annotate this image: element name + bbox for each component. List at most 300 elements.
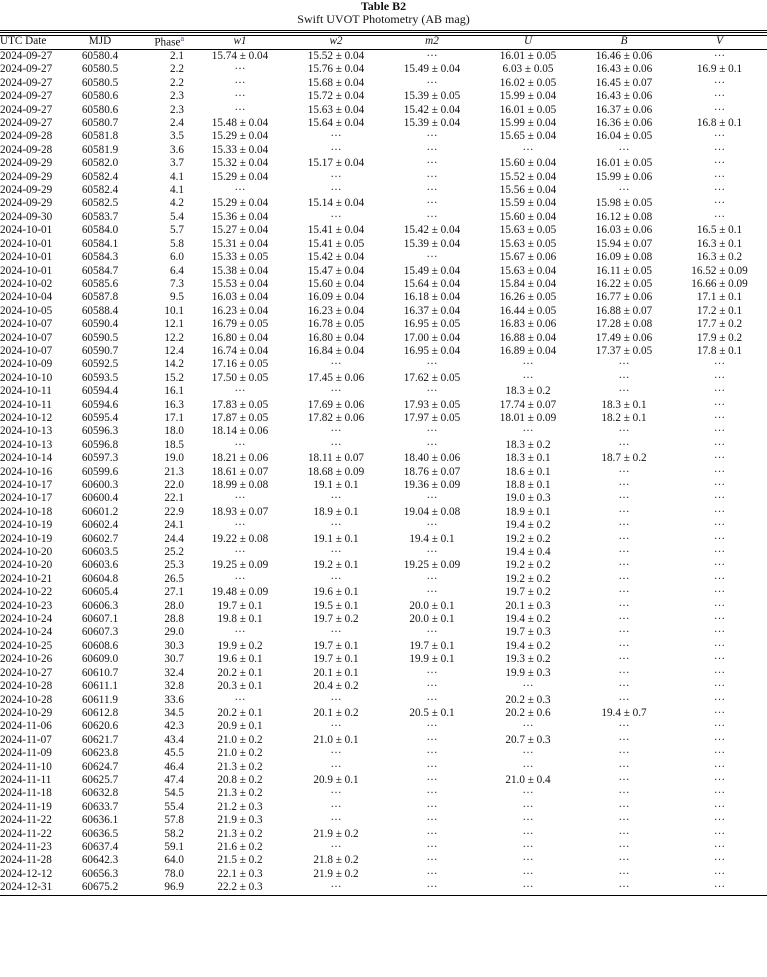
cell-mjd: 60582.4: [81, 184, 119, 197]
cell-mjd: 60582.0: [81, 157, 119, 170]
cell-v: ···: [713, 854, 726, 867]
cell-utc-date: 2024-10-24: [0, 613, 53, 626]
cell-u: 18.3 ± 0.2: [505, 385, 551, 398]
phase-footnote-marker[interactable]: a: [180, 33, 184, 43]
table-subtitle: Swift UVOT Photometry (AB mag): [297, 12, 470, 26]
cell-v: ···: [713, 733, 726, 746]
cell-w1: 16.79 ± 0.05: [211, 318, 269, 331]
cell-w2: 16.78 ± 0.05: [307, 318, 365, 331]
cell-b: 16.36 ± 0.06: [595, 117, 653, 130]
cell-mjd: 60611.1: [82, 680, 118, 693]
cell-u: 19.2 ± 0.2: [505, 559, 551, 572]
cell-m2: 15.39 ± 0.04: [403, 117, 461, 130]
cell-u: ···: [522, 800, 534, 813]
cell-b: ···: [618, 854, 630, 867]
table-row: [0, 305, 767, 318]
cell-w2: 15.63 ± 0.04: [307, 103, 365, 116]
cell-v: ···: [713, 438, 726, 451]
cell-w1: ···: [234, 572, 246, 585]
cell-w1: 15.27 ± 0.04: [211, 224, 269, 237]
cell-w2: ···: [330, 693, 342, 706]
cell-utc-date: 2024-09-30: [0, 210, 53, 223]
cell-mjd: 60580.6: [81, 90, 119, 103]
cell-mjd: 60656.3: [81, 867, 119, 880]
cell-b: ···: [618, 720, 630, 733]
col-header-utc-date: UTC Date: [0, 32, 70, 50]
cell-phase: 10.1: [164, 304, 184, 317]
cell-b: ···: [618, 586, 630, 599]
cell-m2: 17.97 ± 0.05: [403, 411, 461, 424]
cell-b: ···: [618, 680, 630, 693]
cell-v: ···: [713, 760, 726, 773]
cell-b: ···: [618, 840, 630, 853]
cell-utc-date: 2024-09-27: [0, 76, 53, 89]
cell-phase: 22.9: [164, 505, 184, 518]
cell-m2: ···: [426, 586, 438, 599]
cell-b: 19.4 ± 0.7: [601, 706, 647, 719]
cell-w2: 15.76 ± 0.04: [307, 63, 365, 76]
cell-u: ···: [522, 867, 534, 880]
cell-u: 19.3 ± 0.2: [505, 653, 551, 666]
table-row: [0, 332, 767, 345]
cell-u: 19.2 ± 0.2: [505, 572, 551, 585]
cell-w1: 19.6 ± 0.1: [217, 653, 263, 666]
cell-phase: 4.1: [170, 184, 184, 197]
cell-m2: ···: [426, 787, 438, 800]
cell-mjd: 60581.8: [81, 130, 119, 143]
cell-phase: 54.5: [164, 787, 184, 800]
cell-mjd: 60621.7: [81, 733, 119, 746]
cell-phase: 29.0: [164, 626, 184, 639]
cell-u: 15.99 ± 0.04: [499, 117, 557, 130]
cell-w1: 21.0 ± 0.2: [217, 747, 263, 760]
cell-m2: ···: [426, 358, 438, 371]
cell-utc-date: 2024-10-21: [0, 572, 53, 585]
cell-utc-date: 2024-09-27: [0, 63, 53, 76]
cell-u: 15.60 ± 0.04: [499, 157, 557, 170]
cell-mjd: 60583.7: [81, 210, 119, 223]
cell-mjd: 60607.3: [81, 626, 119, 639]
cell-phase: 32.8: [164, 680, 184, 693]
cell-v: ···: [713, 358, 726, 371]
table-row: [0, 171, 767, 184]
cell-w2: 21.0 ± 0.1: [313, 733, 359, 746]
cell-phase: 18.5: [164, 438, 184, 451]
cell-m2: 15.39 ± 0.05: [403, 90, 461, 103]
col-header-u: U: [480, 32, 576, 50]
cell-utc-date: 2024-10-19: [0, 532, 53, 545]
cell-m2: 15.64 ± 0.04: [403, 277, 461, 290]
cell-phase: 2.1: [170, 50, 184, 62]
cell-m2: ···: [426, 733, 438, 746]
cell-u: 18.3 ± 0.2: [505, 438, 551, 451]
cell-w2: ···: [330, 438, 342, 451]
cell-v: 17.1 ± 0.1: [696, 291, 743, 304]
cell-u: 16.01 ± 0.05: [499, 50, 557, 62]
table-row: [0, 117, 767, 130]
cell-utc-date: 2024-10-23: [0, 599, 53, 612]
cell-mjd: 60636.1: [81, 814, 119, 827]
cell-m2: ···: [426, 50, 438, 62]
cell-w2: ···: [330, 492, 342, 505]
cell-u: 19.4 ± 0.2: [505, 519, 551, 532]
cell-utc-date: 2024-10-18: [0, 505, 53, 518]
table-row: [0, 63, 767, 76]
cell-phase: 3.5: [170, 130, 184, 143]
cell-m2: ···: [426, 572, 438, 585]
cell-b: ···: [618, 479, 630, 491]
cell-b: ···: [618, 559, 630, 572]
cell-w2: ···: [330, 130, 342, 143]
cell-utc-date: 2024-10-28: [0, 680, 53, 693]
cell-v: ···: [713, 706, 726, 719]
cell-v: ···: [713, 814, 726, 827]
cell-w1: 21.3 ± 0.2: [217, 760, 263, 773]
cell-m2: ···: [426, 184, 438, 197]
table-row: [0, 868, 767, 881]
cell-phase: 55.4: [164, 800, 184, 813]
cell-m2: 15.49 ± 0.04: [403, 264, 461, 277]
cell-v: 16.66 ± 0.09: [691, 277, 748, 290]
cell-w2: 15.41 ± 0.05: [307, 237, 365, 250]
cell-w2: 16.23 ± 0.04: [307, 304, 365, 317]
table-row: [0, 318, 767, 331]
cell-phase: 28.8: [164, 613, 184, 626]
cell-utc-date: 2024-11-22: [0, 827, 52, 840]
cell-v: ···: [713, 666, 726, 679]
cell-u: 19.7 ± 0.3: [505, 626, 551, 639]
col-header-w2: w2: [288, 32, 384, 50]
table-row: [0, 707, 767, 720]
cell-u: ···: [522, 840, 534, 853]
cell-phase: 32.4: [164, 666, 184, 679]
cell-mjd: 60609.0: [81, 653, 119, 666]
cell-utc-date: 2024-10-11: [0, 385, 52, 398]
cell-w1: 20.3 ± 0.1: [217, 680, 263, 693]
cell-m2: 16.18 ± 0.04: [403, 291, 461, 304]
cell-b: ···: [618, 184, 630, 197]
table-row: [0, 479, 767, 492]
cell-u: 17.74 ± 0.07: [499, 398, 557, 411]
cell-utc-date: 2024-09-27: [0, 90, 53, 103]
table-row: [0, 184, 767, 197]
cell-mjd: 60580.7: [81, 117, 119, 130]
cell-utc-date: 2024-10-13: [0, 425, 53, 438]
cell-phase: 6.4: [170, 264, 184, 277]
cell-b: 16.77 ± 0.06: [595, 291, 653, 304]
cell-w2: 15.72 ± 0.04: [307, 90, 365, 103]
cell-mjd: 60580.5: [81, 76, 119, 89]
cell-w2: 18.68 ± 0.09: [307, 465, 365, 478]
cell-v: 16.52 ± 0.09: [691, 264, 748, 277]
cell-w1: 19.7 ± 0.1: [217, 599, 263, 612]
cell-utc-date: 2024-11-07: [0, 733, 52, 746]
cell-utc-date: 2024-10-17: [0, 492, 53, 505]
cell-phase: 15.2: [164, 371, 184, 384]
cell-b: 16.37 ± 0.06: [595, 103, 653, 116]
cell-mjd: 60595.4: [81, 411, 119, 424]
cell-v: 16.3 ± 0.2: [696, 251, 743, 264]
cell-m2: 18.40 ± 0.06: [403, 452, 461, 465]
cell-w1: 15.32 ± 0.04: [211, 157, 269, 170]
cell-v: ···: [713, 693, 726, 706]
cell-m2: ···: [426, 385, 438, 398]
cell-v: ···: [713, 157, 726, 170]
cell-m2: ···: [426, 76, 438, 89]
cell-w2: ···: [330, 210, 342, 223]
cell-utc-date: 2024-10-19: [0, 519, 53, 532]
table-row: [0, 680, 767, 693]
cell-u: ···: [522, 787, 534, 800]
cell-u: 16.44 ± 0.05: [499, 304, 557, 317]
table-row: [0, 626, 767, 639]
cell-phase: 12.1: [164, 318, 184, 331]
table-row: [0, 224, 767, 237]
cell-utc-date: 2024-11-09: [0, 747, 52, 760]
table-row: [0, 600, 767, 613]
cell-b: ···: [618, 425, 630, 438]
cell-v: ···: [713, 519, 726, 532]
cell-w2: 19.7 ± 0.1: [313, 653, 359, 666]
cell-mjd: 60592.5: [81, 358, 119, 371]
cell-b: 15.99 ± 0.06: [595, 170, 653, 183]
cell-mjd: 60588.4: [81, 304, 119, 317]
cell-utc-date: 2024-11-06: [0, 720, 52, 733]
table-row: [0, 452, 767, 465]
cell-w2: 15.47 ± 0.04: [307, 264, 365, 277]
cell-u: ···: [480, 881, 576, 895]
col-header-m2: m2: [384, 32, 480, 50]
cell-b: 16.04 ± 0.05: [595, 130, 653, 143]
cell-mjd: 60582.4: [81, 170, 119, 183]
cell-phase: 96.9: [130, 881, 192, 895]
cell-mjd: 60584.0: [81, 224, 119, 237]
cell-m2: 19.36 ± 0.09: [403, 479, 461, 491]
cell-u: 16.89 ± 0.04: [499, 344, 557, 357]
cell-phase: 9.5: [170, 291, 184, 304]
cell-utc-date: 2024-12-12: [0, 867, 53, 880]
cell-u: ···: [522, 358, 534, 371]
cell-utc-date: 2024-10-13: [0, 438, 53, 451]
cell-mjd: 60601.2: [81, 505, 119, 518]
cell-w1: 18.99 ± 0.08: [211, 479, 269, 491]
cell-utc-date: 2024-10-26: [0, 653, 53, 666]
col-header-v: V: [672, 32, 767, 50]
cell-mjd: 60602.4: [81, 519, 119, 532]
cell-utc-date: 2024-09-29: [0, 157, 53, 170]
cell-mjd: 60581.9: [81, 143, 119, 156]
cell-u: 18.8 ± 0.1: [505, 479, 551, 491]
cell-w1: 18.21 ± 0.06: [211, 452, 269, 465]
cell-w1: 16.74 ± 0.04: [211, 344, 269, 357]
cell-w1: 19.25 ± 0.09: [211, 559, 269, 572]
cell-b: ···: [618, 666, 630, 679]
cell-w2: 19.7 ± 0.2: [313, 613, 359, 626]
cell-b: ···: [618, 653, 630, 666]
cell-m2: ···: [426, 197, 438, 210]
cell-phase: 12.4: [164, 344, 184, 357]
cell-m2: ···: [426, 800, 438, 813]
cell-w1: ···: [234, 626, 246, 639]
cell-m2: 20.0 ± 0.1: [409, 599, 455, 612]
cell-phase: 59.1: [164, 840, 184, 853]
cell-mjd: 60610.7: [81, 666, 119, 679]
table-row: [0, 157, 767, 170]
cell-utc-date: 2024-10-09: [0, 358, 53, 371]
cell-w2: ···: [330, 170, 342, 183]
cell-m2: 17.93 ± 0.05: [403, 398, 461, 411]
photometry-table: [0, 30, 767, 896]
cell-phase: 18.0: [164, 425, 184, 438]
cell-b: ···: [618, 492, 630, 505]
cell-u: 18.9 ± 0.1: [505, 505, 551, 518]
cell-m2: ···: [426, 840, 438, 853]
cell-phase: 2.3: [170, 103, 184, 116]
cell-w1: ···: [234, 546, 246, 559]
cell-phase: 17.1: [164, 411, 184, 424]
cell-v: ···: [713, 532, 726, 545]
cell-u: 20.1 ± 0.3: [505, 599, 551, 612]
cell-b: 16.45 ± 0.07: [595, 76, 653, 89]
cell-mjd: 60600.3: [81, 479, 119, 491]
cell-phase: 27.1: [164, 586, 184, 599]
cell-phase: 24.4: [164, 532, 184, 545]
cell-w1: ···: [234, 103, 246, 116]
table-row: [0, 492, 767, 505]
cell-v: 16.5 ± 0.1: [696, 224, 743, 237]
cell-mjd: 60582.5: [81, 197, 119, 210]
cell-utc-date: 2024-09-28: [0, 130, 53, 143]
cell-m2: ···: [426, 854, 438, 867]
cell-u: 19.9 ± 0.3: [505, 666, 551, 679]
table-row: [0, 828, 767, 841]
cell-utc-date: 2024-10-01: [0, 251, 53, 264]
cell-mjd: 60675.2: [70, 881, 130, 895]
cell-phase: 78.0: [164, 867, 184, 880]
cell-v: ···: [713, 398, 726, 411]
cell-b: ···: [618, 371, 630, 384]
cell-w2: ···: [330, 184, 342, 197]
cell-v: 17.7 ± 0.2: [696, 318, 743, 331]
cell-w2: ···: [330, 358, 342, 371]
table-row: [0, 774, 767, 787]
cell-m2: ···: [384, 881, 480, 895]
cell-w1: 20.8 ± 0.2: [217, 773, 263, 786]
cell-w2: 19.1 ± 0.1: [313, 479, 359, 491]
cell-u: ···: [522, 371, 534, 384]
cell-w1: 17.87 ± 0.05: [211, 411, 269, 424]
cell-b: ···: [576, 881, 672, 895]
table-row: [0, 801, 767, 814]
cell-w1: 15.29 ± 0.04: [211, 170, 269, 183]
cell-phase: 2.2: [170, 63, 184, 76]
col-header-b: B: [576, 32, 672, 50]
table-row: [0, 278, 767, 291]
cell-u: 15.84 ± 0.04: [499, 277, 557, 290]
cell-w1: 15.48 ± 0.04: [211, 117, 269, 130]
cell-phase: 45.5: [164, 747, 184, 760]
col-header-mjd: MJD: [70, 32, 130, 50]
cell-u: ···: [522, 814, 534, 827]
cell-m2: 16.37 ± 0.04: [403, 304, 461, 317]
cell-b: 16.46 ± 0.06: [595, 50, 653, 62]
cell-m2: 19.04 ± 0.08: [403, 505, 461, 518]
cell-w1: 21.9 ± 0.3: [217, 814, 263, 827]
cell-phase: 57.8: [164, 814, 184, 827]
cell-w1: 16.23 ± 0.04: [211, 304, 269, 317]
cell-utc-date: 2024-10-25: [0, 639, 53, 652]
cell-utc-date: 2024-11-28: [0, 854, 52, 867]
cell-w1: 17.50 ± 0.05: [211, 371, 269, 384]
cell-v: ···: [713, 505, 726, 518]
cell-phase: 6.0: [170, 251, 184, 264]
cell-v: 16.9 ± 0.1: [696, 63, 743, 76]
cell-u: 6.03 ± 0.05: [502, 63, 554, 76]
cell-v: ···: [713, 599, 726, 612]
col-header-phase: [130, 32, 192, 50]
cell-u: 16.83 ± 0.06: [499, 318, 557, 331]
cell-utc-date: 2024-11-22: [0, 814, 52, 827]
cell-m2: 19.7 ± 0.1: [409, 639, 455, 652]
cell-utc-date: 2024-11-18: [0, 787, 52, 800]
cell-phase: 28.0: [164, 599, 184, 612]
cell-u: 15.99 ± 0.04: [499, 90, 557, 103]
cell-mjd: 60642.3: [81, 854, 119, 867]
cell-w2: ···: [330, 572, 342, 585]
table-row: [0, 238, 767, 251]
cell-v: ···: [713, 184, 726, 197]
cell-w2: 20.4 ± 0.2: [313, 680, 359, 693]
cell-m2: 18.76 ± 0.07: [403, 465, 461, 478]
cell-utc-date: 2024-10-04: [0, 291, 53, 304]
cell-b: ···: [618, 773, 630, 786]
cell-b: ···: [618, 800, 630, 813]
cell-w2: ···: [330, 519, 342, 532]
cell-m2: ···: [426, 546, 438, 559]
cell-b: 16.22 ± 0.05: [595, 277, 653, 290]
cell-b: ···: [618, 827, 630, 840]
cell-mjd: 60587.8: [81, 291, 119, 304]
cell-u: ···: [522, 747, 534, 760]
cell-m2: ···: [426, 626, 438, 639]
cell-mjd: 60602.7: [81, 532, 119, 545]
cell-v: ···: [713, 867, 726, 880]
cell-v: ···: [713, 197, 726, 210]
cell-mjd: 60584.7: [81, 264, 119, 277]
cell-w2: 17.45 ± 0.06: [307, 371, 365, 384]
table-row: [0, 439, 767, 452]
cell-w1: 16.03 ± 0.04: [211, 291, 269, 304]
cell-w1: 21.6 ± 0.2: [217, 840, 263, 853]
table-row: [0, 77, 767, 90]
cell-m2: ···: [426, 760, 438, 773]
cell-w2: ···: [330, 840, 342, 853]
cell-utc-date: 2024-10-22: [0, 586, 53, 599]
cell-v: ···: [713, 773, 726, 786]
cell-phase: 21.3: [164, 465, 184, 478]
cell-w2: 19.1 ± 0.1: [313, 532, 359, 545]
cell-b: ···: [618, 693, 630, 706]
table-row: [0, 667, 767, 680]
cell-v: ···: [713, 170, 726, 183]
cell-u: 19.4 ± 0.4: [505, 546, 551, 559]
cell-phase: 43.4: [164, 733, 184, 746]
cell-v: ···: [713, 479, 726, 491]
table-row: [0, 130, 767, 143]
cell-m2: ···: [426, 814, 438, 827]
cell-utc-date: 2024-10-16: [0, 465, 53, 478]
cell-w2: ···: [330, 760, 342, 773]
